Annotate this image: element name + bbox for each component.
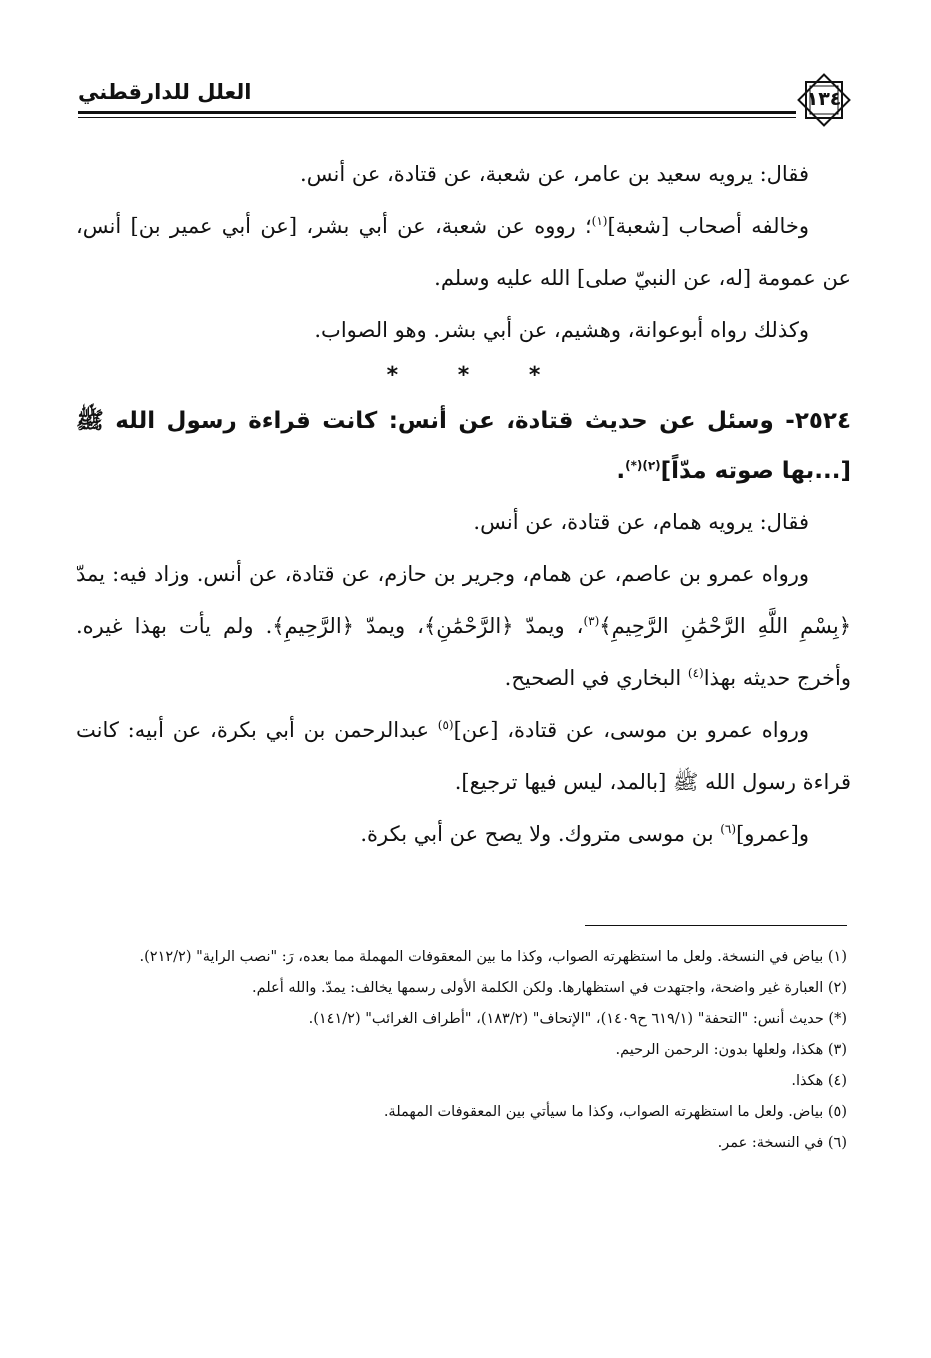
page-header: [78, 62, 856, 132]
paragraph-text: البخاري في الصحيح.: [504, 666, 688, 690]
paragraph-text: فقال: يرويه همام، عن قتادة، عن أنس.: [473, 510, 809, 534]
footnote-ref: (١): [591, 214, 608, 228]
footnote: (*) حديث أنس: "التحفة" (٦١٩/١ ح١٤٠٩)، "الإتحاف" (١٨٣/٢)، "أطراف الغرائب" (١٤١/٢).: [308, 1011, 847, 1027]
footnote: (٣) هكذا، ولعلها بدون: الرحمن الرحيم.: [615, 1042, 847, 1058]
paragraph: [76, 200, 851, 304]
page-number-badge: [792, 72, 856, 128]
main-text: [76, 148, 851, 860]
paragraph-text: و[عمرو]: [736, 822, 809, 846]
paragraph: [76, 704, 851, 808]
header-rule-thin: [78, 117, 796, 118]
entry-heading: [76, 396, 851, 496]
paragraph-text: ورواه عمرو بن موسى، عن قتادة، [عن]: [453, 718, 809, 742]
header-rule-thick: [78, 111, 796, 114]
footnote: (١) بياض في النسخة. ولعل ما استظهرته الصواب، وكذا ما بين المعقوفات المهملة مما بعده، رَ: "نصب الراية" (٢١٢/٢).: [139, 949, 847, 965]
footnote-ref: (٢)(*): [625, 458, 661, 473]
paragraph-text: ، ويمدّ ﴿الرَّحْمَٰنِ﴾، ويمدّ ﴿الرَّحِيمِ﴾. ولم يأت بهذا غيره. وأخرج حديثه بهذا: [76, 614, 851, 690]
footnote: (٦) في النسخة: عمر.: [717, 1135, 847, 1151]
footnote-ref: (٣): [583, 614, 600, 628]
footnote-separator: [585, 925, 847, 926]
heading-text: .: [616, 458, 626, 484]
paragraph-text: وكذلك رواه أبوعوانة، وهشيم، عن أبي بشر. وهو الصواب.: [314, 318, 809, 342]
paragraph-text: بن موسى متروك. ولا يصح عن أبي بكرة.: [360, 822, 721, 846]
footnote-ref: (٥): [437, 718, 454, 732]
footnote: (٥) بياض. ولعل ما استظهرته الصواب، وكذا ما سيأتي بين المعقوفات المهملة.: [383, 1104, 847, 1120]
footnote: (٢) العبارة غير واضحة، واجتهدت في استظهارها. ولكن الكلمة الأولى رسمها يخالف: يمدّ. والله أعلم.: [251, 980, 847, 996]
paragraph-text: ؛ رووه عن شعبة، عن أبي بشر، [عن أبي عمير بن] أنس، عن عمومة [له، عن النبيّ صلى] الله عليه وسلم.: [76, 214, 851, 290]
paragraph: [76, 548, 851, 704]
footnote-ref: (٤): [687, 666, 704, 680]
footnotes: [76, 942, 847, 1159]
footnote: (٤) هكذا.: [791, 1073, 847, 1089]
page-number: ١٣٤: [806, 88, 842, 110]
paragraph: [76, 808, 851, 860]
paragraph: [76, 496, 851, 548]
running-title: العلل للدارقطني: [78, 80, 252, 104]
paragraph: [76, 148, 851, 200]
paragraph-text: فقال: يرويه سعيد بن عامر، عن شعبة، عن قتادة، عن أنس.: [300, 162, 809, 186]
heading-text: ٢٥٢٤- وسئل عن حديث قتادة، عن أنس: كانت قراءة رسول الله ﷺ [...بها صوته مدّاً]: [76, 408, 851, 484]
paragraph-text: عبدالرحمن بن أبي بكرة، عن أبيه: كانت قراءة رسول الله ﷺ [بالمد، ليس فيها ترجيع].: [76, 718, 851, 794]
footnote-ref: (٦): [720, 822, 737, 836]
section-separator: * * *: [386, 363, 541, 388]
paragraph-text: ورواه عمرو بن عاصم، عن همام، وجرير بن حازم، عن قتادة، عن أنس. وزاد فيه: يمدّ ﴿بِسْمِ اللَّهِ الرَّحْمَٰنِ الرَّحِيمِ﴾: [76, 562, 851, 638]
paragraph-text: وخالفه أصحاب [شعبة]: [607, 214, 810, 238]
paragraph: [76, 304, 851, 356]
